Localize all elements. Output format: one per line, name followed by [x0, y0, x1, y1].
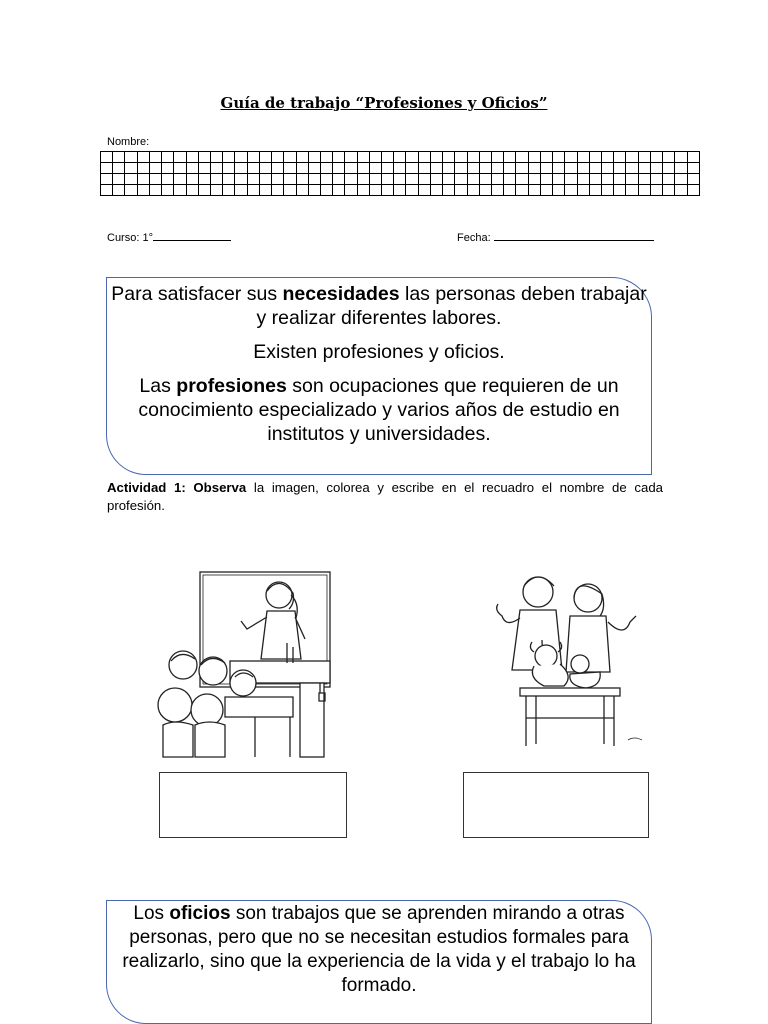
grid-cell[interactable] [504, 163, 516, 174]
grid-cell[interactable] [663, 185, 675, 196]
grid-cell[interactable] [467, 163, 479, 174]
grid-cell[interactable] [614, 185, 626, 196]
grid-cell[interactable] [125, 163, 137, 174]
grid-cell[interactable] [210, 163, 222, 174]
grid-cell[interactable] [614, 174, 626, 185]
grid-cell[interactable] [553, 174, 565, 185]
grid-cell[interactable] [687, 163, 700, 174]
grid-cell[interactable] [601, 174, 613, 185]
grid-cell[interactable] [528, 152, 540, 163]
grid-cell[interactable] [125, 152, 137, 163]
grid-cell[interactable] [369, 185, 381, 196]
grid-cell[interactable] [223, 163, 235, 174]
grid-cell[interactable] [455, 152, 467, 163]
grid-cell[interactable] [113, 174, 125, 185]
grid-cell[interactable] [137, 152, 149, 163]
grid-cell[interactable] [272, 163, 284, 174]
grid-cell[interactable] [333, 163, 345, 174]
grid-cell[interactable] [430, 152, 442, 163]
grid-cell[interactable] [675, 185, 687, 196]
grid-cell[interactable] [259, 163, 271, 174]
grid-cell[interactable] [650, 174, 662, 185]
grid-cell[interactable] [650, 185, 662, 196]
grid-cell[interactable] [430, 185, 442, 196]
grid-cell[interactable] [101, 174, 113, 185]
answer-box-2[interactable] [463, 772, 649, 838]
grid-cell[interactable] [553, 185, 565, 196]
fecha-label: Fecha: [457, 232, 491, 244]
grid-cell[interactable] [540, 152, 552, 163]
grid-cell[interactable] [272, 185, 284, 196]
grid-cell[interactable] [406, 174, 418, 185]
grid-cell[interactable] [235, 152, 247, 163]
grid-cell[interactable] [601, 152, 613, 163]
grid-cell[interactable] [601, 185, 613, 196]
grid-cell[interactable] [479, 163, 491, 174]
grid-cell[interactable] [492, 174, 504, 185]
grid-cell[interactable] [553, 152, 565, 163]
grid-cell[interactable] [382, 185, 394, 196]
grid-cell[interactable] [198, 185, 210, 196]
grid-cell[interactable] [174, 163, 186, 174]
grid-cell[interactable] [113, 163, 125, 174]
oficios-info-box [106, 900, 652, 1024]
grid-cell[interactable] [345, 174, 357, 185]
grid-cell[interactable] [430, 163, 442, 174]
grid-cell[interactable] [638, 163, 650, 174]
grid-cell[interactable] [149, 152, 161, 163]
grid-cell[interactable] [296, 163, 308, 174]
grid-cell[interactable] [565, 152, 577, 163]
grid-cell[interactable] [675, 174, 687, 185]
grid-cell[interactable] [443, 152, 455, 163]
grid-cell[interactable] [418, 174, 430, 185]
grid-cell[interactable] [137, 174, 149, 185]
grid-cell[interactable] [357, 185, 369, 196]
teacher-classroom-illustration [155, 565, 335, 760]
grid-cell[interactable] [443, 185, 455, 196]
grid-cell[interactable] [210, 185, 222, 196]
grid-cell[interactable] [614, 152, 626, 163]
grid-cell[interactable] [528, 174, 540, 185]
grid-cell[interactable] [308, 174, 320, 185]
grid-cell[interactable] [357, 152, 369, 163]
grid-cell[interactable] [394, 152, 406, 163]
grid-cell[interactable] [235, 174, 247, 185]
grid-cell[interactable] [589, 163, 601, 174]
grid-cell[interactable] [394, 174, 406, 185]
grid-cell[interactable] [101, 185, 113, 196]
grid-cell[interactable] [455, 174, 467, 185]
grid-cell[interactable] [540, 163, 552, 174]
grid-cell[interactable] [149, 185, 161, 196]
grid-cell[interactable] [626, 163, 638, 174]
grid-cell[interactable] [467, 174, 479, 185]
grid-cell[interactable] [650, 152, 662, 163]
grid-cell[interactable] [259, 174, 271, 185]
grid-cell[interactable] [418, 163, 430, 174]
grid-cell[interactable] [650, 163, 662, 174]
grid-cell[interactable] [174, 152, 186, 163]
grid-cell[interactable] [284, 185, 296, 196]
grid-cell[interactable] [626, 174, 638, 185]
grid-cell[interactable] [296, 152, 308, 163]
grid-cell[interactable] [382, 174, 394, 185]
grid-cell[interactable] [308, 152, 320, 163]
grid-cell[interactable] [259, 152, 271, 163]
grid-cell[interactable] [223, 152, 235, 163]
grid-cell[interactable] [406, 152, 418, 163]
grid-cell[interactable] [369, 174, 381, 185]
grid-cell[interactable] [589, 185, 601, 196]
oficios-definition: Los oficios son trabajos que se aprenden mirando a otras personas, pero que no se necesitan estudios formales para realizarlo, sino que la experiencia de la vida y el trabajo lo ha formado. [122, 903, 636, 996]
grid-cell[interactable] [284, 152, 296, 163]
answer-box-1[interactable] [159, 772, 347, 838]
grid-cell[interactable] [162, 185, 174, 196]
grid-cell[interactable] [223, 174, 235, 185]
grid-cell[interactable] [394, 185, 406, 196]
grid-cell[interactable] [492, 152, 504, 163]
grid-cell[interactable] [382, 163, 394, 174]
grid-cell[interactable] [210, 174, 222, 185]
activity-instructions: Actividad 1: Observa la imagen, colorea y escribe en el recuadro el nombre de cada profesión. [107, 480, 663, 513]
grid-cell[interactable] [223, 185, 235, 196]
grid-cell[interactable] [479, 152, 491, 163]
grid-cell[interactable] [626, 152, 638, 163]
grid-cell[interactable] [247, 174, 259, 185]
grid-cell[interactable] [430, 174, 442, 185]
grid-cell[interactable] [198, 152, 210, 163]
grid-cell[interactable] [565, 185, 577, 196]
grid-cell[interactable] [345, 152, 357, 163]
grid-cell[interactable] [516, 152, 528, 163]
grid-cell[interactable] [638, 185, 650, 196]
grid-cell[interactable] [479, 174, 491, 185]
grid-cell[interactable] [663, 174, 675, 185]
grid-cell[interactable] [443, 163, 455, 174]
grid-cell[interactable] [504, 174, 516, 185]
grid-cell[interactable] [663, 163, 675, 174]
grid-cell[interactable] [149, 163, 161, 174]
grid-cell[interactable] [394, 163, 406, 174]
grid-cell[interactable] [504, 152, 516, 163]
grid-cell[interactable] [492, 163, 504, 174]
grid-cell[interactable] [296, 185, 308, 196]
page-title: Guía de trabajo “Profesiones y Oficios” [220, 94, 548, 112]
grid-cell[interactable] [418, 185, 430, 196]
grid-cell[interactable] [687, 185, 700, 196]
grid-cell[interactable] [284, 163, 296, 174]
grid-cell[interactable] [504, 185, 516, 196]
grid-cell[interactable] [186, 152, 198, 163]
grid-cell[interactable] [492, 185, 504, 196]
grid-cell[interactable] [345, 185, 357, 196]
grid-cell[interactable] [162, 163, 174, 174]
grid-cell[interactable] [357, 163, 369, 174]
grid-cell[interactable] [418, 152, 430, 163]
grid-cell[interactable] [589, 174, 601, 185]
grid-cell[interactable] [235, 185, 247, 196]
grid-cell[interactable] [577, 163, 589, 174]
grid-cell[interactable] [638, 174, 650, 185]
grid-cell[interactable] [174, 185, 186, 196]
grid-cell[interactable] [320, 174, 332, 185]
grid-cell[interactable] [528, 163, 540, 174]
grid-cell[interactable] [589, 152, 601, 163]
curso-label: Curso: 1° [107, 232, 153, 244]
profesiones-info-box [106, 277, 652, 475]
grid-cell[interactable] [247, 185, 259, 196]
grid-cell[interactable] [137, 163, 149, 174]
grid-cell[interactable] [467, 185, 479, 196]
grid-cell[interactable] [626, 185, 638, 196]
curso-blank[interactable] [153, 230, 231, 241]
grid-cell[interactable] [113, 185, 125, 196]
grid-cell[interactable] [540, 185, 552, 196]
grid-cell[interactable] [320, 152, 332, 163]
grid-cell[interactable] [601, 163, 613, 174]
grid-cell[interactable] [406, 163, 418, 174]
grid-cell[interactable] [308, 185, 320, 196]
grid-cell[interactable] [284, 174, 296, 185]
grid-cell[interactable] [210, 152, 222, 163]
grid-cell[interactable] [357, 174, 369, 185]
grid-cell[interactable] [137, 185, 149, 196]
grid-cell[interactable] [516, 185, 528, 196]
grid-cell[interactable] [149, 174, 161, 185]
grid-cell[interactable] [565, 163, 577, 174]
grid-cell[interactable] [247, 163, 259, 174]
grid-cell[interactable] [235, 163, 247, 174]
grid-cell[interactable] [406, 185, 418, 196]
grid-cell[interactable] [125, 174, 137, 185]
grid-cell[interactable] [528, 185, 540, 196]
grid-cell[interactable] [479, 185, 491, 196]
grid-cell[interactable] [565, 174, 577, 185]
fecha-blank[interactable] [494, 230, 654, 241]
grid-cell[interactable] [186, 163, 198, 174]
grid-cell[interactable] [614, 163, 626, 174]
grid-cell[interactable] [675, 152, 687, 163]
curso-field[interactable] [107, 230, 231, 244]
grid-cell[interactable] [382, 152, 394, 163]
grid-cell[interactable] [272, 152, 284, 163]
grid-cell[interactable] [186, 185, 198, 196]
grid-cell[interactable] [369, 163, 381, 174]
grid-cell[interactable] [320, 163, 332, 174]
grid-cell[interactable] [113, 152, 125, 163]
grid-cell[interactable] [198, 163, 210, 174]
grid-cell[interactable] [577, 152, 589, 163]
grid-cell[interactable] [333, 185, 345, 196]
grid-cell[interactable] [296, 174, 308, 185]
grid-cell[interactable] [101, 163, 113, 174]
grid-cell[interactable] [101, 152, 113, 163]
grid-cell[interactable] [333, 174, 345, 185]
grid-cell[interactable] [455, 185, 467, 196]
grid-cell[interactable] [125, 185, 137, 196]
grid-cell[interactable] [308, 163, 320, 174]
grid-cell[interactable] [174, 174, 186, 185]
fecha-field[interactable] [457, 230, 654, 244]
grid-cell[interactable] [333, 152, 345, 163]
grid-cell[interactable] [247, 152, 259, 163]
profesiones-definition: Las profesiones son ocupaciones que requieren de un conocimiento especializado y varios años de estudio en institutos y universidades. [138, 375, 620, 445]
necesidades-text: Para satisfacer sus necesidades las personas deben trabajar y realizar diferentes labores. [111, 283, 647, 329]
grid-cell[interactable] [272, 174, 284, 185]
grid-cell[interactable] [162, 152, 174, 163]
grid-cell[interactable] [467, 152, 479, 163]
grid-cell[interactable] [516, 174, 528, 185]
grid-row [101, 152, 700, 163]
grid-cell[interactable] [687, 152, 700, 163]
grid-cell[interactable] [577, 174, 589, 185]
grid-row [101, 163, 700, 174]
grid-cell[interactable] [369, 152, 381, 163]
grid-row [101, 174, 700, 185]
grid-cell[interactable] [540, 174, 552, 185]
grid-cell[interactable] [638, 152, 650, 163]
name-letter-grid[interactable] [100, 151, 700, 196]
grid-cell[interactable] [577, 185, 589, 196]
grid-cell[interactable] [675, 163, 687, 174]
grid-cell[interactable] [443, 174, 455, 185]
grid-cell[interactable] [186, 174, 198, 185]
existen-text: Existen profesiones y oficios. [253, 341, 505, 363]
grid-cell[interactable] [345, 163, 357, 174]
grid-cell[interactable] [553, 163, 565, 174]
grid-cell[interactable] [198, 174, 210, 185]
nombre-label: Nombre: [107, 136, 150, 148]
grid-cell[interactable] [455, 163, 467, 174]
grid-cell[interactable] [162, 174, 174, 185]
grid-cell[interactable] [259, 185, 271, 196]
grid-cell[interactable] [516, 163, 528, 174]
grid-row [101, 185, 700, 196]
grid-cell[interactable] [687, 174, 700, 185]
grid-cell[interactable] [320, 185, 332, 196]
veterinarians-illustration [490, 568, 650, 748]
grid-cell[interactable] [663, 152, 675, 163]
